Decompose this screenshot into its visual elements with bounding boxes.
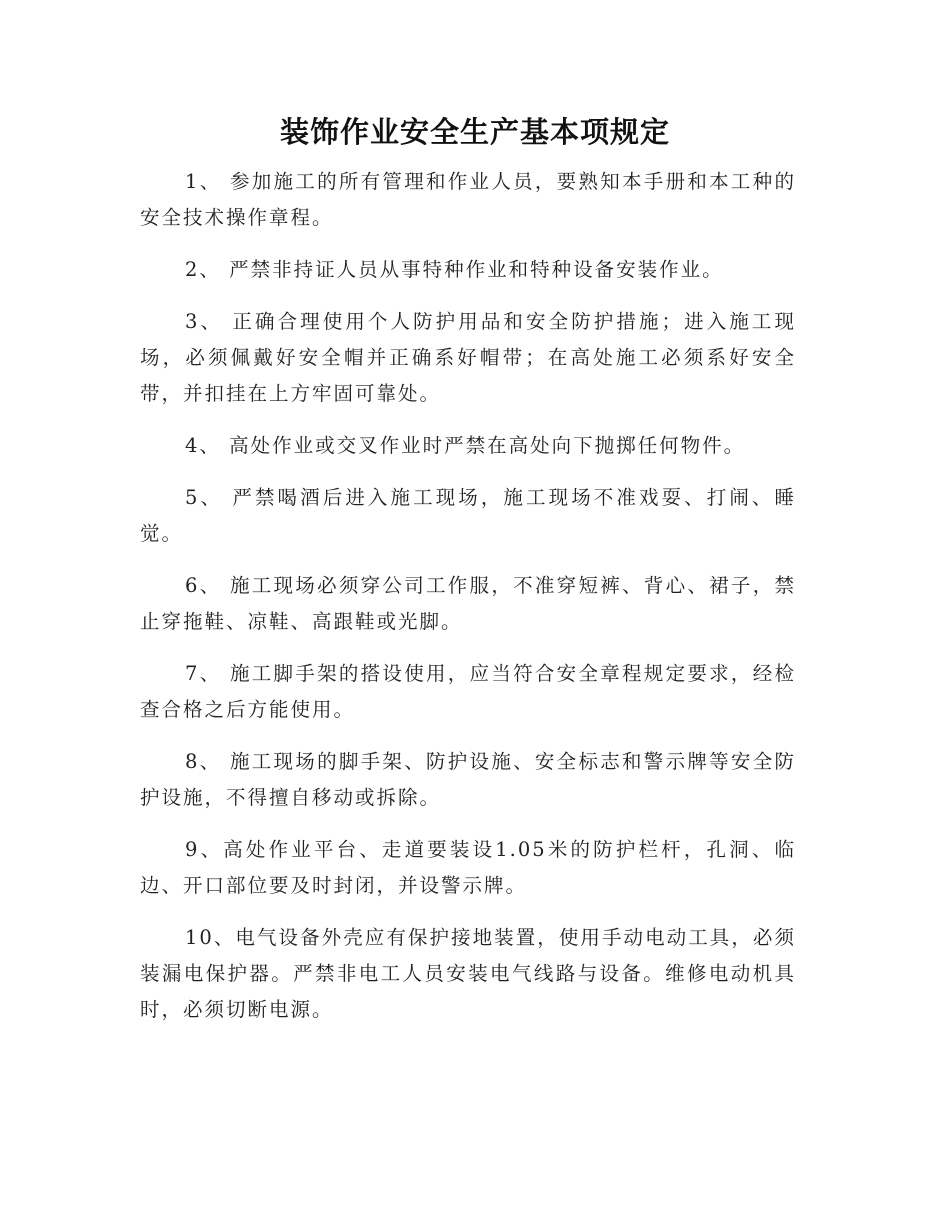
rule-paragraph-7: 7、 施工脚手架的搭设使用，应当符合安全章程规定要求，经检查合格之后方能使用。 [140, 662, 796, 721]
rule-paragraph-2: 2、 严禁非持证人员从事特种作业和特种设备安装作业。 [185, 258, 724, 281]
rule-paragraph-10: 10、电气设备外壳应有保护接地装置，使用手动电动工具，必须装漏电保护器。严禁非电工人员安装电气线路与设备。维修电动机具时，必须切断电源。 [140, 926, 796, 1021]
document-title: 装饰作业安全生产基本项规定 [279, 115, 670, 149]
rule-paragraph-6: 6、 施工现场必须穿公司工作服，不准穿短裤、背心、裙子，禁止穿拖鞋、凉鞋、高跟鞋或光脚。 [140, 574, 796, 633]
rule-paragraph-9: 9、高处作业平台、走道要装设1.05米的防护栏杆，孔洞、临边、开口部位要及时封闭，并设警示牌。 [140, 838, 796, 897]
rule-paragraph-4: 4、 高处作业或交叉作业时严禁在高处向下抛掷任何物件。 [185, 434, 746, 457]
rule-paragraph-1: 1、 参加施工的所有管理和作业人员，要熟知本手册和本工种的安全技术操作章程。 [140, 170, 796, 229]
rule-paragraph-3: 3、 正确合理使用个人防护用品和安全防护措施；进入施工现场，必须佩戴好安全帽并正确系好帽带；在高处施工必须系好安全带，并扣挂在上方牢固可靠处。 [140, 310, 796, 405]
document-body [140, 164, 796, 1044]
rule-paragraph-8: 8、 施工现场的脚手架、防护设施、安全标志和警示牌等安全防护设施，不得擅自移动或拆除。 [140, 750, 796, 809]
rule-paragraph-5: 5、 严禁喝酒后进入施工现场，施工现场不准戏耍、打闹、睡觉。 [140, 486, 796, 545]
